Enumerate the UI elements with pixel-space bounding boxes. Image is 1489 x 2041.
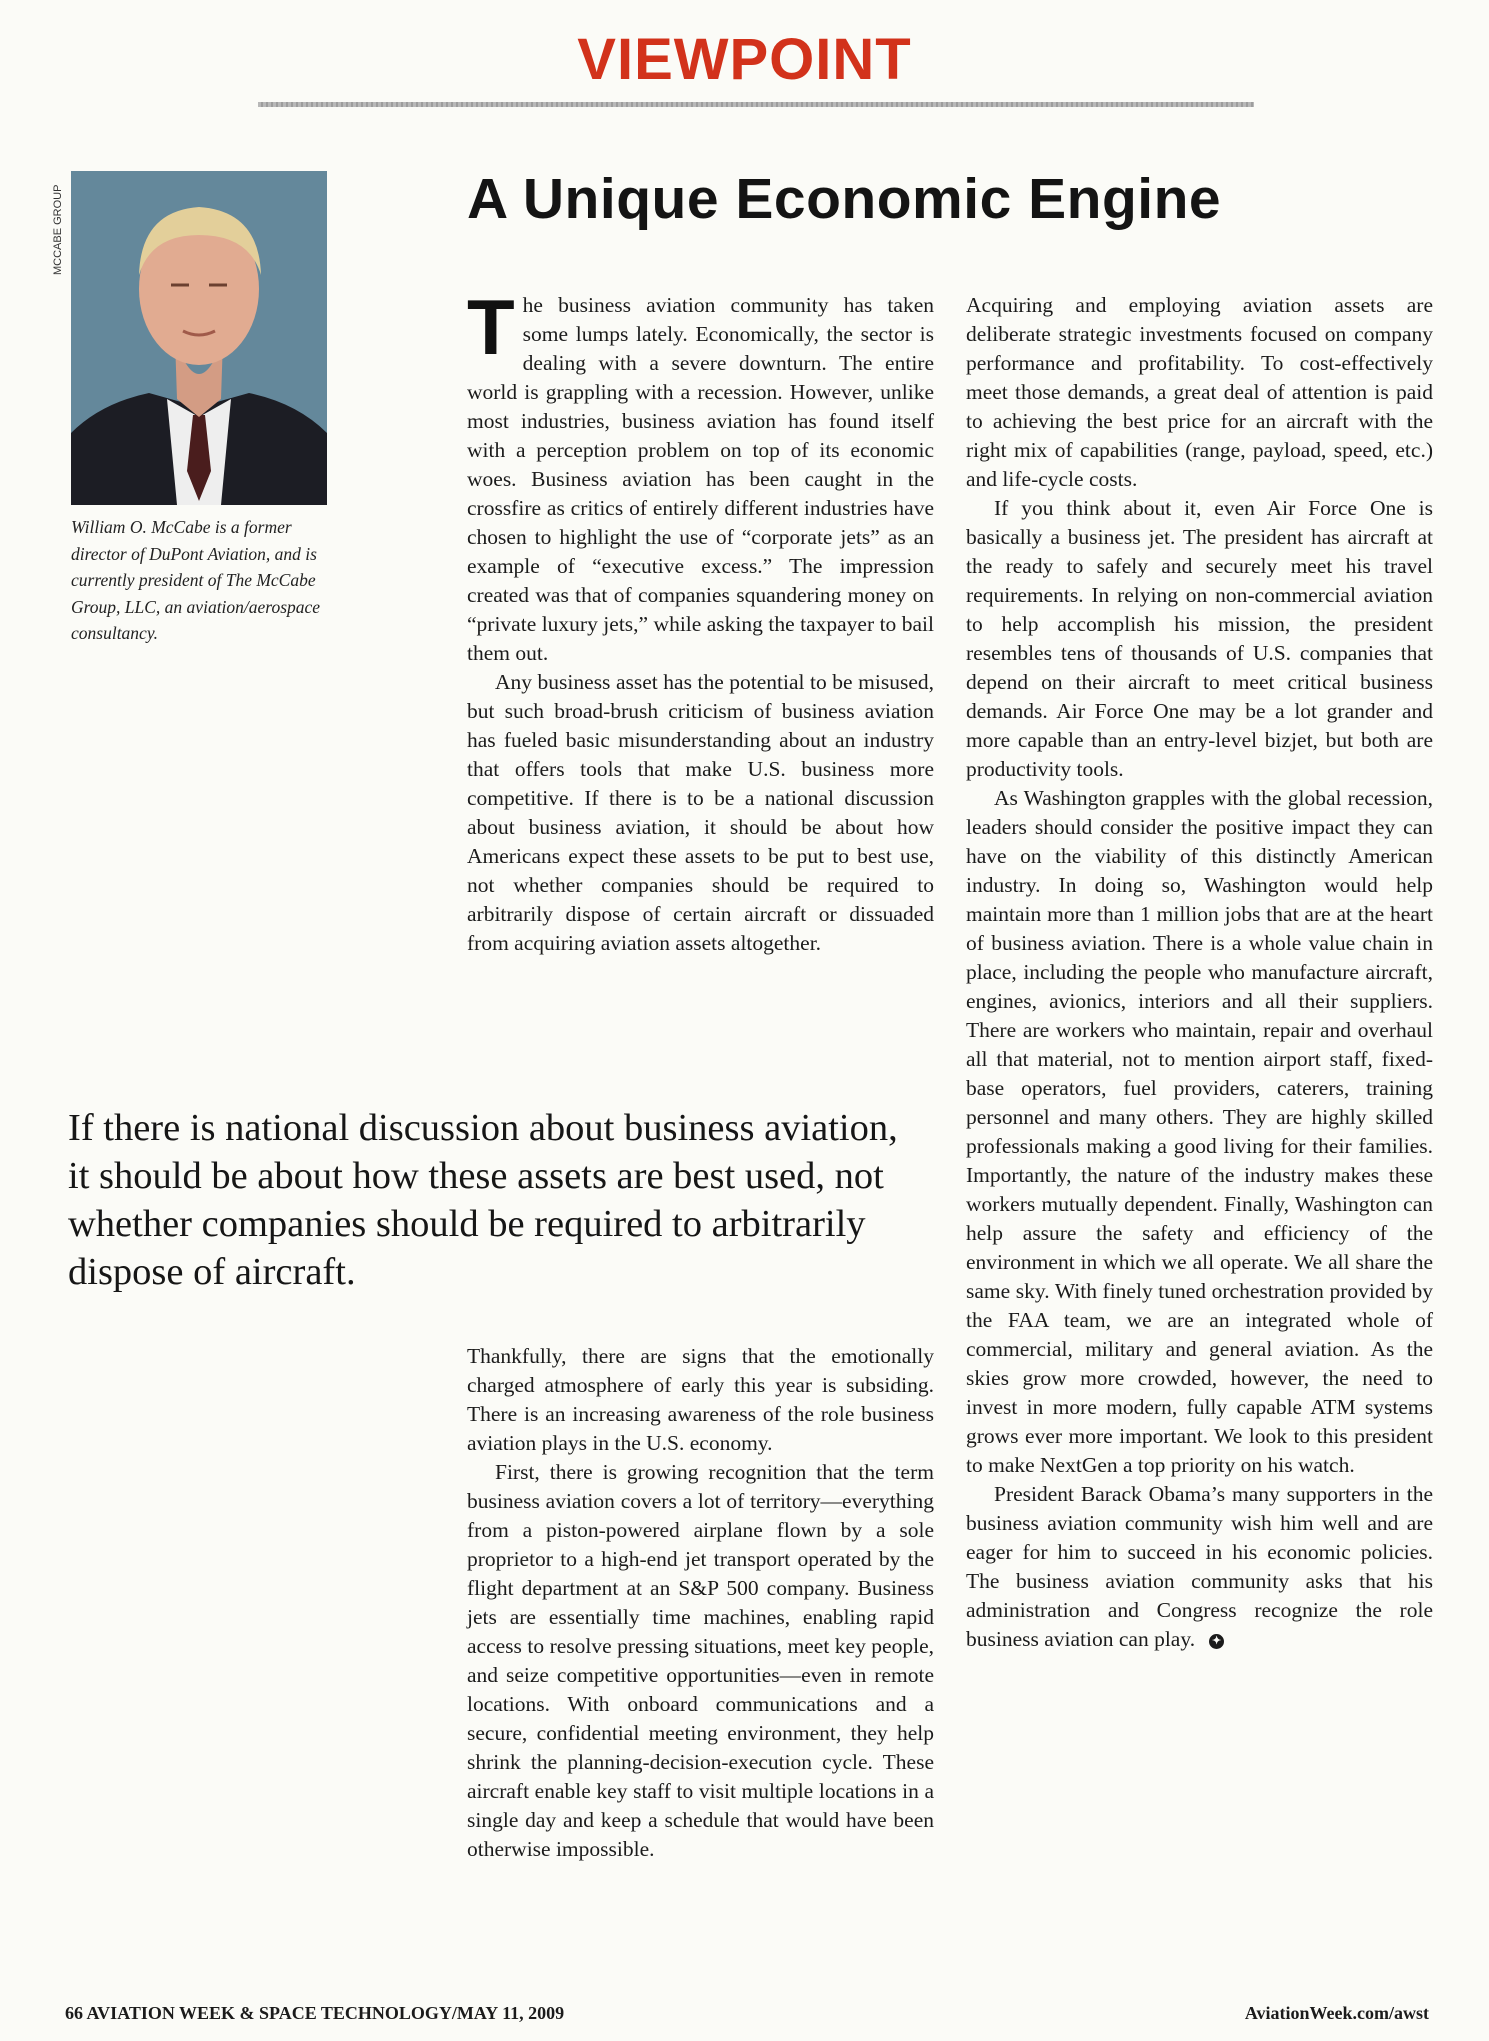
paragraph: First, there is growing recognition that the term business aviation covers a lot of territory—everything from a piston-powered airplane flown by a sole proprietor to a high-end jet transport operated by the flight department at an S&P 500 company. Business jets are essentially time machines, enabling rapid access to resolve pressing situations, meet key people, and seize competitive opportunities—even in remote locations. With onboard communications and a secure, confidential meeting environment, they help shrink the planning-decision-execution cycle. These aircraft enable key staff to visit multiple locations in a single day and keep a schedule that would have been otherwise impossible. <box>467 1460 934 1861</box>
column-1 <box>467 283 934 958</box>
section-title: VIEWPOINT <box>577 27 912 92</box>
photo-credit: MCCABE GROUP <box>52 184 64 275</box>
footer-url: AviationWeek.com/awst <box>1244 2003 1429 2023</box>
paragraph: Acquiring and employing aviation assets are deliberate strategic investments focused on company performance and profitability. To cost-effectively meet those demands, a great deal of attention is paid to achieving the best price for an aircraft with the right mix of capabilities (range, payload, speed, etc.) and life-cycle costs. <box>966 293 1433 491</box>
photo-caption: William O. McCabe is a former director of DuPont Aviation, and is currently president of The McCabe Group, LLC, an aviation/aerospace consultancy. <box>71 517 321 643</box>
column-2 <box>467 1342 934 1864</box>
paragraph-text: President Barack Obama’s many supporters in the business aviation community wish him well and are eager for him to succeed in his economic policies. The business aviation community asks that his administration and Congress recognize the role business aviation can play. <box>966 1482 1433 1651</box>
header-rule <box>258 102 1254 107</box>
column-3 <box>966 291 1433 1654</box>
paragraph: Thankfully, there are signs that the emotionally charged atmosphere of early this year is subsiding. There is an increasing awareness of the role business aviation plays in the U.S. economy. <box>467 1344 934 1455</box>
drop-cap: T <box>467 283 515 371</box>
paragraph: Any business asset has the potential to be misused, but such broad-brush criticism of business aviation has fueled basic misunderstanding about an industry that offers tools that make U.S. business more competitive. If there is to be a national discussion about business aviation, it should be about how Americans expect these assets to be put to best use, not whether companies should be required to arbitrarily dispose of certain aircraft or dissuaded from acquiring aviation assets altogether. <box>467 670 934 955</box>
paragraph <box>966 1480 1433 1654</box>
headline: A Unique Economic Engine <box>467 167 1222 231</box>
pull-quote: If there is national discussion about business aviation, it should be about how these assets are best used, not whether companies should be required to arbitrarily dispose of aircraft. <box>68 1107 898 1293</box>
paragraph <box>467 283 934 668</box>
end-mark-icon: ✦ <box>1209 1634 1224 1649</box>
author-photo <box>71 171 327 505</box>
paragraph-text: he business aviation community has taken some lumps lately. Economically, the sector is dealing with a severe downturn. The entire world is grappling with a recession. However, unlike most industries, business aviation has found itself with a perception problem on top of its economic woes. Business aviation has been caught in the crossfire as critics of entirely different industries have chosen to highlight the use of “corporate jets” as an example of “executive excess.” The impression created was that of companies squandering money on “private luxury jets,” while asking the taxpayer to bail them out. <box>467 293 934 665</box>
paragraph: As Washington grapples with the global recession, leaders should consider the positive impact they can have on the viability of this distinctly American industry. In doing so, Washington would help maintain more than 1 million jobs that are at the heart of business aviation. There is a whole value chain in place, including the people who manufacture aircraft, engines, avionics, interiors and all their suppliers. There are workers who maintain, repair and overhaul all that material, not to mention airport staff, fixed-base operators, fuel providers, caterers, training personnel and many others. They are highly skilled professionals making a good living for their families. Importantly, the nature of the industry makes these workers mutually dependent. Finally, Washington can help assure the safety and efficiency of the environment in which we all operate. We all share the same sky. With finely tuned orchestration provided by the FAA team, we are an integrated whole of commercial, military and general aviation. As the skies grow more crowded, however, the need to invest in more modern, fully capable ATM systems grows ever more important. We look to this president to make NextGen a top priority on his watch. <box>966 786 1433 1477</box>
footer-folio: 66 AVIATION WEEK & SPACE TECHNOLOGY/MAY 11, 2009 <box>65 2003 565 2023</box>
paragraph: If you think about it, even Air Force One is basically a business jet. The president has aircraft at the ready to safely and securely meet his travel requirements. In relying on non-commercial aviation to help accomplish his mission, the president resembles tens of thousands of U.S. companies that depend on their aircraft to meet critical business demands. Air Force One may be a lot grander and more capable than an entry-level bizjet, but both are productivity tools. <box>966 496 1433 781</box>
